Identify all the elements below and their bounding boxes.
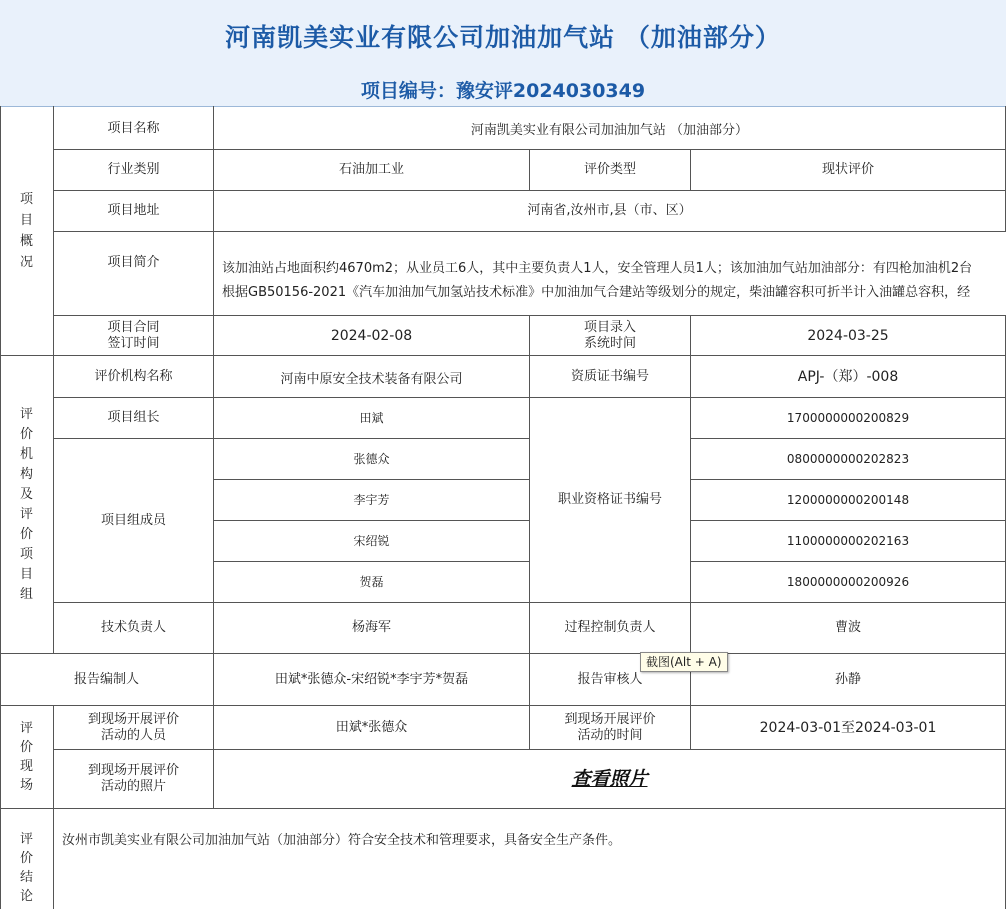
reviewer-label: 报告审核人 bbox=[530, 654, 691, 706]
leader-value: 田斌 bbox=[214, 398, 530, 439]
members-label: 项目组成员 bbox=[54, 439, 214, 603]
section-char: 及 bbox=[19, 486, 33, 502]
site-time-value: 2024-03-01至2024-03-01 bbox=[691, 706, 1006, 750]
process-lead-value: 曹波 bbox=[691, 603, 1006, 654]
site-persons-value: 田斌*张德众 bbox=[214, 706, 530, 750]
cert-label: 资质证书编号 bbox=[530, 356, 691, 398]
tech-lead-value: 杨海军 bbox=[214, 603, 530, 654]
contract-time-label: 项目合同 签订时间 bbox=[54, 316, 214, 356]
section-char: 结 bbox=[19, 870, 33, 885]
eval-type-label: 评价类型 bbox=[530, 150, 691, 191]
brief-label: 项目简介 bbox=[54, 232, 214, 316]
industry-label: 行业类别 bbox=[54, 150, 214, 191]
entry-time-value: 2024-03-25 bbox=[691, 316, 1006, 356]
section-label-site bbox=[0, 706, 54, 809]
section-char: 目 bbox=[19, 566, 33, 582]
org-label: 评价机构名称 bbox=[54, 356, 214, 398]
project-name-value: 河南凯美实业有限公司加油加气站 （加油部分） bbox=[214, 106, 1006, 150]
section-char: 项 bbox=[19, 546, 33, 562]
section-char: 项 bbox=[19, 191, 33, 207]
section-label-conclusion bbox=[0, 809, 54, 909]
section-char: 价 bbox=[19, 740, 33, 755]
page-header bbox=[0, 0, 1006, 107]
tech-lead-label: 技术负责人 bbox=[54, 603, 214, 654]
compiler-label: 报告编制人 bbox=[0, 654, 214, 706]
eval-type-value: 现状评价 bbox=[691, 150, 1006, 191]
qual-cert-number: 0800000000202823 bbox=[691, 439, 1006, 480]
member-name: 宋绍锐 bbox=[214, 521, 530, 562]
section-char: 构 bbox=[19, 466, 33, 482]
section-char: 概 bbox=[19, 233, 33, 249]
section-char: 论 bbox=[19, 889, 33, 904]
section-char: 现 bbox=[19, 759, 33, 774]
qual-cert-number: 1100000000202163 bbox=[691, 521, 1006, 562]
member-name: 贺磊 bbox=[214, 562, 530, 603]
qual-cert-label: 职业资格证书编号 bbox=[530, 398, 691, 603]
member-name: 李宇芳 bbox=[214, 480, 530, 521]
brief-line: 根据GB50156-2021《汽车加油加气加氢站技术标准》中加油加气合建站等级划分的规定，柴油罐容积可折半计入油罐总容积，经 bbox=[222, 285, 971, 300]
leader-label: 项目组长 bbox=[54, 398, 214, 439]
section-label-agency bbox=[0, 356, 54, 654]
section-label-overview bbox=[0, 106, 54, 356]
section-char: 评 bbox=[19, 406, 33, 422]
section-char: 组 bbox=[19, 586, 33, 602]
view-photos-link[interactable]: 查看照片 bbox=[571, 768, 648, 790]
section-char: 价 bbox=[19, 851, 33, 866]
brief-value bbox=[214, 232, 1006, 316]
section-char: 评 bbox=[19, 506, 33, 522]
project-number: 项目编号：豫安评2024030349 bbox=[360, 80, 646, 102]
qual-cert-number: 1700000000200829 bbox=[691, 398, 1006, 439]
brief-line: 该加油站占地面积约4670m2；从业员工6人，其中主要负责人1人，安全管理人员1人；该加油加气站加油部分：有四枪加油机2台 bbox=[222, 261, 973, 276]
qual-cert-number: 1200000000200148 bbox=[691, 480, 1006, 521]
site-photos-cell bbox=[214, 750, 1006, 809]
address-label: 项目地址 bbox=[54, 191, 214, 232]
section-char: 场 bbox=[19, 778, 33, 793]
reviewer-value: 孙静 bbox=[691, 654, 1006, 706]
qual-cert-number: 1800000000200926 bbox=[691, 562, 1006, 603]
project-name-label: 项目名称 bbox=[54, 106, 214, 150]
cert-value: APJ-（郑）-008 bbox=[691, 356, 1006, 398]
process-lead-label: 过程控制负责人 bbox=[530, 603, 691, 654]
section-char: 价 bbox=[19, 526, 33, 542]
contract-time-value: 2024-02-08 bbox=[214, 316, 530, 356]
section-char: 价 bbox=[19, 426, 33, 442]
address-value: 河南省,汝州市,县（市、区） bbox=[214, 191, 1006, 232]
entry-time-label: 项目录入 系统时间 bbox=[530, 316, 691, 356]
org-value: 河南中原安全技术装备有限公司 bbox=[214, 356, 530, 398]
industry-value: 石油加工业 bbox=[214, 150, 530, 191]
screenshot-tooltip: 截图(Alt + A) bbox=[640, 652, 728, 672]
section-char: 评 bbox=[19, 832, 33, 847]
site-time-label: 到现场开展评价 活动的时间 bbox=[530, 706, 691, 750]
section-char: 目 bbox=[19, 212, 33, 228]
section-char: 评 bbox=[19, 721, 33, 736]
section-char: 况 bbox=[19, 254, 33, 270]
conclusion-text: 汝州市凯美实业有限公司加油加气站（加油部分）符合安全技术和管理要求，具备安全生产条件。 bbox=[54, 809, 1006, 909]
site-persons-label: 到现场开展评价 活动的人员 bbox=[54, 706, 214, 750]
page-title: 河南凯美实业有限公司加油加气站 （加油部分） bbox=[225, 23, 781, 52]
compiler-value: 田斌*张德众-宋绍锐*李宇芳*贺磊 bbox=[214, 654, 530, 706]
member-name: 张德众 bbox=[214, 439, 530, 480]
site-photos-label: 到现场开展评价 活动的照片 bbox=[54, 750, 214, 809]
section-char: 机 bbox=[19, 446, 33, 462]
